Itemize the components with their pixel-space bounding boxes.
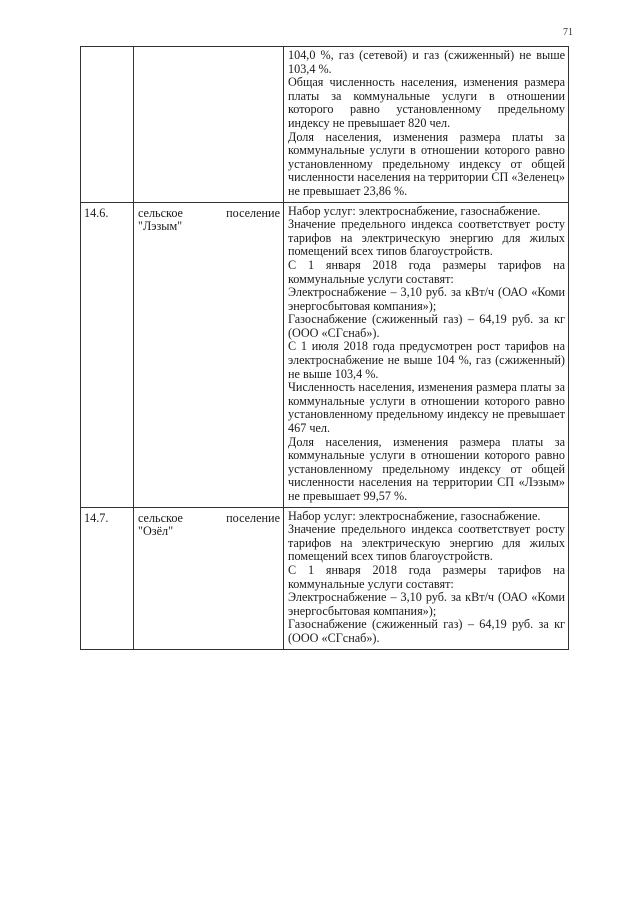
description-paragraph: Общая численность населения, изменения размера платы за коммунальные услуги в отношении которого равно установленному предельному индексу не превышает 820 чел. [288, 75, 565, 130]
settlement-name [134, 202, 284, 507]
description-paragraph: С 1 июля 2018 года предусмотрен рост тарифов на электроснабжение не выше 104 %, газ (сжиженный) не выше 103,4 %. [288, 339, 565, 381]
settlement-name-line [138, 512, 280, 526]
settlement-type-word: поселение [226, 510, 280, 525]
settlement-title: "Озёл" [138, 524, 174, 539]
description-paragraph: Электроснабжение – 3,10 руб. за кВт/ч (ОАО «Коми энергосбытовая компания»); [288, 590, 565, 618]
tariff-description [284, 507, 569, 649]
settlement-type-word: сельское [138, 205, 183, 220]
table-row [81, 507, 569, 649]
table-row [81, 47, 569, 203]
settlement-type-word: сельское [138, 510, 183, 525]
description-paragraph: Значение предельного индекса соответствует росту тарифов на электрическую энергию для жилых помещений всех типов благоустройств. [288, 217, 565, 259]
row-number: 14.6. [81, 202, 134, 507]
row-number [81, 47, 134, 203]
settlement-name [134, 47, 284, 203]
description-paragraph: Доля населения, изменения размера платы за коммунальные услуги в отношении которого равно установленному предельному индексу от общей численности населения на территории СП «Зеленец» не превышает 23,86 %. [288, 129, 565, 198]
description-paragraph: Набор услуг: электроснабжение, газоснабжение. [288, 203, 541, 218]
description-paragraph: Доля населения, изменения размера платы за коммунальные услуги в отношении которого равно установленному предельному индексу от общей численности населения на территории СП «Лэзым» не превышает 99,57 %. [288, 434, 565, 503]
settlement-name [134, 507, 284, 649]
description-paragraph: Газоснабжение (сжиженный газ) – 64,19 руб. за кг (ООО «СГснаб»). [288, 617, 565, 645]
settlement-type-word: поселение [226, 205, 280, 220]
settlement-title: "Лэзым" [138, 219, 183, 234]
description-paragraph: С 1 января 2018 года размеры тарифов на коммунальные услуги составят: [288, 562, 565, 591]
page-number: 71 [563, 27, 573, 38]
table-row [81, 202, 569, 507]
description-paragraph: Численность населения, изменения размера платы за коммунальные услуги в отношении которого равно установленному предельному индексу не превышает 467 чел. [288, 380, 565, 436]
table-body [81, 47, 569, 650]
tariff-table [80, 46, 569, 650]
description-paragraph: Газоснабжение (сжиженный газ) – 64,19 руб. за кг (ООО «СГснаб»). [288, 312, 565, 340]
settlement-name-line [138, 207, 280, 221]
description-paragraph: Значение предельного индекса соответствует росту тарифов на электрическую энергию для жилых помещений всех типов благоустройств. [288, 522, 565, 564]
description-paragraph: Электроснабжение – 3,10 руб. за кВт/ч (ОАО «Коми энергосбытовая компания»); [288, 285, 565, 313]
description-paragraph: С 1 января 2018 года размеры тарифов на коммунальные услуги составят: [288, 257, 565, 286]
row-number: 14.7. [81, 507, 134, 649]
tariff-description [284, 202, 569, 507]
tariff-description [284, 47, 569, 203]
description-paragraph: Набор услуг: электроснабжение, газоснабжение. [288, 508, 541, 523]
description-paragraph: 104,0 %, газ (сетевой) и газ (сжиженный) не выше 103,4 %. [288, 48, 565, 76]
